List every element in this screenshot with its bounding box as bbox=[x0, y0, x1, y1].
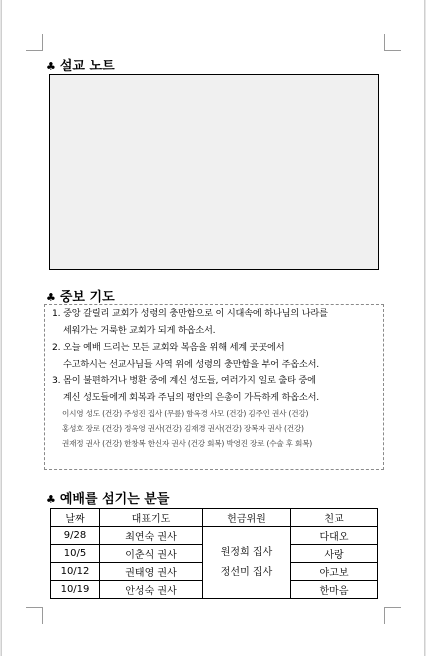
offering-member-2: 정선미 집사 bbox=[220, 566, 273, 578]
offering-member-1: 원정희 집사 bbox=[220, 546, 273, 558]
document-page bbox=[1, 0, 425, 656]
cell-fellowship: 야고보 bbox=[291, 563, 378, 581]
prayer-item-2-line2: 수고하시는 선교사님들 사역 위에 성령의 충만함을 부어 주옵소서. bbox=[63, 359, 319, 370]
sermon-notes-heading bbox=[46, 55, 115, 74]
club-icon: ♣ bbox=[46, 493, 56, 506]
cell-prayer: 최연숙 권사 bbox=[100, 527, 203, 545]
crop-mark-bottom-left bbox=[26, 607, 43, 624]
cell-prayer: 이춘식 권사 bbox=[100, 545, 203, 563]
column-header-date: 날짜 bbox=[51, 509, 100, 527]
cell-date: 10/5 bbox=[51, 545, 100, 563]
column-header-offering: 헌금위원 bbox=[203, 509, 291, 527]
table-row bbox=[51, 527, 378, 545]
crop-mark-top-left bbox=[26, 34, 43, 51]
club-icon: ♣ bbox=[46, 291, 56, 304]
prayer-item-3-line2: 계신 성도들에게 회복과 주님의 평안의 은총이 가득하게 하옵소서. bbox=[63, 392, 319, 403]
cell-fellowship: 사랑 bbox=[291, 545, 378, 563]
cell-fellowship: 다대오 bbox=[291, 527, 378, 545]
prayer-item-3-line1: 3. 몸이 불편하거나 병환 중에 계신 성도들, 여러가지 일로 출타 중에 bbox=[52, 375, 316, 386]
prayer-names-line3: 권재정 권사 (건강) 한창복 한신자 권사 (건강 회복) 박영진 장로 (수술 후 회복) bbox=[62, 439, 313, 448]
prayer-item-1-line1: 1. 중앙 갈릴리 교회가 성령의 충만함으로 이 시대속에 하나님의 나라를 bbox=[52, 308, 328, 319]
crop-mark-bottom-right bbox=[384, 607, 401, 624]
table-header-row bbox=[51, 509, 378, 527]
sermon-notes-box[interactable] bbox=[49, 74, 379, 270]
prayer-item-1-line2: 세워가는 거룩한 교회가 되게 하옵소서. bbox=[63, 325, 216, 336]
prayer-title: 중보 기도 bbox=[59, 290, 115, 305]
crop-mark-top-right bbox=[384, 34, 401, 51]
cell-date: 10/12 bbox=[51, 563, 100, 581]
servers-table bbox=[50, 508, 378, 599]
cell-prayer: 안성숙 권사 bbox=[100, 581, 203, 599]
prayer-heading bbox=[46, 286, 115, 305]
sermon-notes-title: 설교 노트 bbox=[59, 59, 115, 74]
prayer-item-2 bbox=[52, 339, 319, 373]
prayer-box[interactable] bbox=[44, 304, 384, 470]
cell-offering-committee bbox=[203, 527, 291, 599]
prayer-item-1 bbox=[52, 305, 328, 339]
cell-date: 9/28 bbox=[51, 527, 100, 545]
club-icon: ♣ bbox=[46, 60, 56, 73]
servers-heading bbox=[46, 488, 169, 507]
prayer-names-line1: 이시영 성도 (건강) 주성진 집사 (무릎) 함옥경 사모 (건강) 김주인 권사 (건강) bbox=[62, 409, 309, 418]
prayer-item-3 bbox=[52, 372, 319, 406]
prayer-names-line2: 홍성호 장로 (건강) 정옥영 권사(건강) 김재경 권사(건강) 장복자 권사 (건강) bbox=[62, 424, 304, 433]
prayer-item-2-line1: 2. 오늘 예배 드리는 모든 교회와 복음을 위해 세계 곳곳에서 bbox=[52, 342, 285, 353]
cell-fellowship: 한마음 bbox=[291, 581, 378, 599]
cell-prayer: 권태영 권사 bbox=[100, 563, 203, 581]
servers-title: 예배를 섬기는 분들 bbox=[59, 492, 170, 507]
cell-date: 10/19 bbox=[51, 581, 100, 599]
column-header-prayer: 대표기도 bbox=[100, 509, 203, 527]
column-header-fellowship: 친교 bbox=[291, 509, 378, 527]
